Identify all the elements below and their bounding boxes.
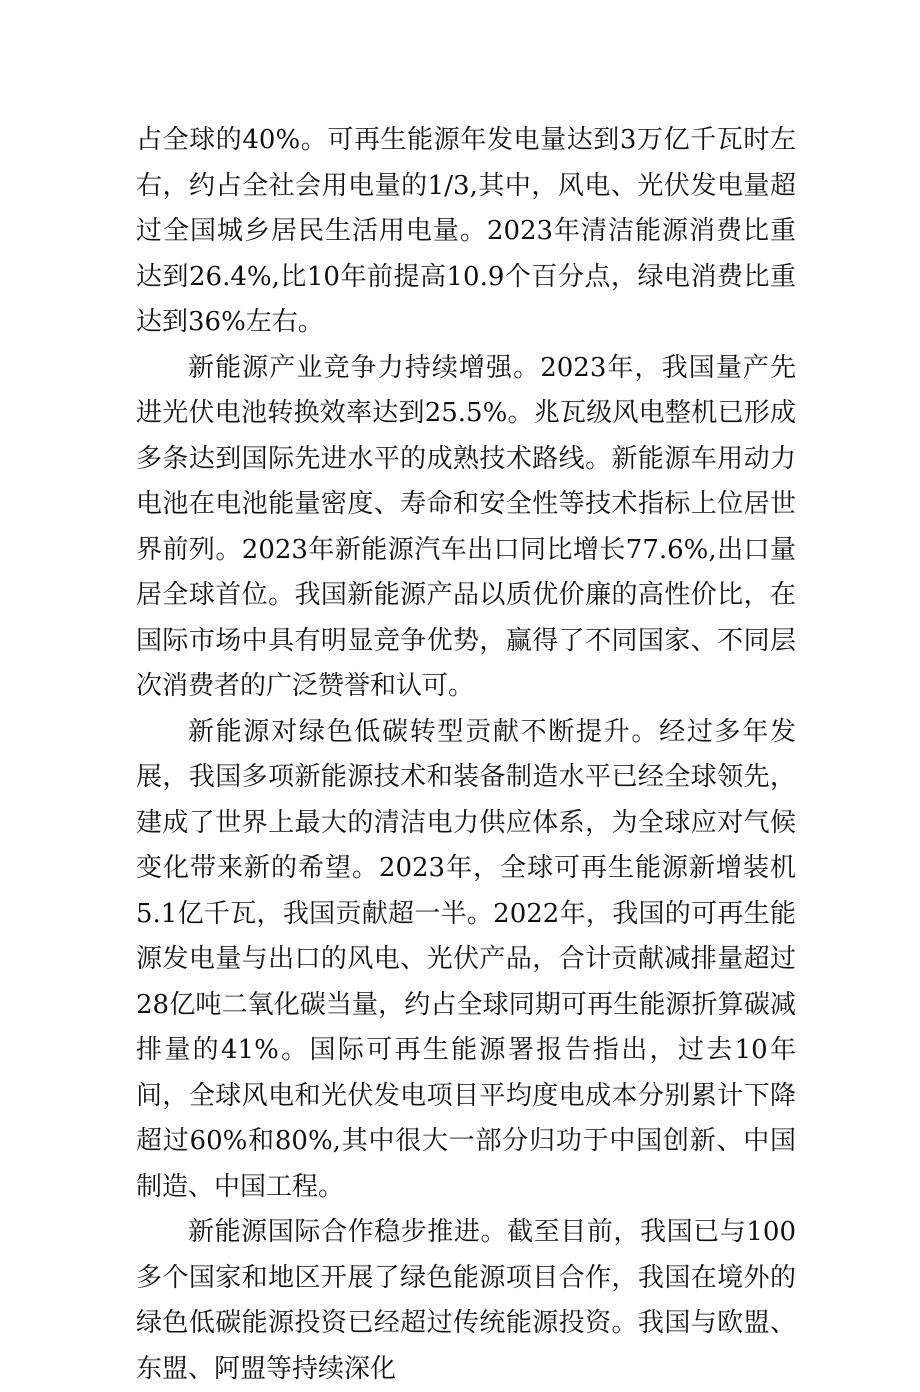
paragraph-international-cooperation: 新能源国际合作稳步推进。截至目前，我国已与100多个国家和地区开展了绿色能源项目合作，我国在境外的绿色低碳能源投资已经超过传统能源投资。我国与欧盟、东盟、阿盟等持续深化: [136, 1217, 796, 1384]
paragraph-industry-competitiveness: 新能源产业竞争力持续增强。2023年，我国量产先进光伏电池转换效率达到25.5%。兆瓦级风电整机已形成多条达到国际先进水平的成熟技术路线。新能源车用动力电池在电池能量密度、寿命和安全性等技术指标上位居世界前列。2023年新能源汽车出口同比增长77.6%,出口量居全球首位。我国新能源产品以质优价廉的高性价比，在国际市场中具有明显竞争优势，赢得了不同国家、不同层次消费者的广泛赞誉和认可。: [136, 352, 796, 701]
paragraph-continued: 占全球的40%。可再生能源年发电量达到3万亿千瓦时左右，约占全社会用电量的1/3,其中，风电、光伏发电量超过全国城乡居民生活用电量。2023年清洁能源消费比重达到26.4%,比10年前提高10.9个百分点，绿电消费比重达到36%左右。: [136, 125, 796, 337]
document-page: [136, 118, 796, 1392]
paragraph-green-transition: 新能源对绿色低碳转型贡献不断提升。经过多年发展，我国多项新能源技术和装备制造水平已经全球领先，建成了世界上最大的清洁电力供应体系，为全球应对气候变化带来新的希望。2023年，全球可再生能源新增装机5.1亿千瓦，我国贡献超一半。2022年，我国的可再生能源发电量与出口的风电、光伏产品，合计贡献减排量超过28亿吨二氧化碳当量，约占全球同期可再生能源折算碳减排量的41%。国际可再生能源署报告指出，过去10年间，全球风电和光伏发电项目平均度电成本分别累计下降超过60%和80%,其中很大一部分归功于中国创新、中国制造、中国工程。: [136, 716, 796, 1202]
